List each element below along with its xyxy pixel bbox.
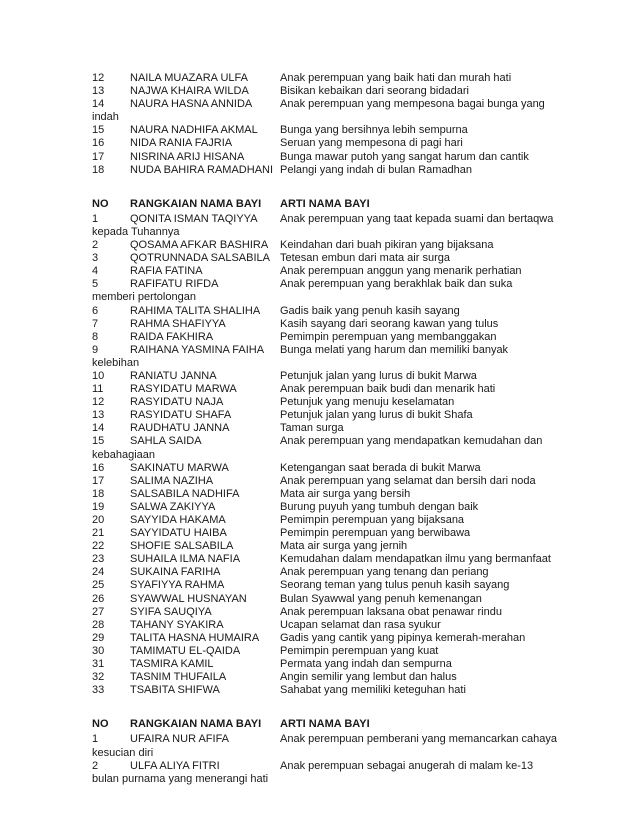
baby-name: RAHIMA TALITA SHALIHA (130, 304, 261, 317)
header-no: NO (92, 718, 109, 731)
header-meaning: ARTI NAMA BAYI (280, 718, 370, 731)
row-number: 8 (92, 330, 99, 343)
name-meaning: Anak perempuan yang berakhlak baik dan suka (280, 278, 513, 291)
table-row (92, 252, 552, 265)
row-number: 14 (92, 422, 105, 435)
table-row (92, 475, 552, 488)
name-meaning: Seorang teman yang tulus penuh kasih sayang (280, 579, 510, 592)
name-meaning: Ucapan selamat dan rasa syukur (280, 618, 441, 631)
baby-name: SALSABILA NADHIFA (130, 487, 240, 500)
baby-name: NAILA MUAZARA ULFA (130, 72, 248, 84)
table-row (92, 619, 552, 632)
baby-name: NISRINA ARIJ HISANA (130, 150, 245, 163)
row-number: 24 (92, 566, 105, 579)
row-number: 21 (92, 527, 105, 540)
name-meaning: Gadis yang cantik yang pipinya kemerah-merahan (280, 631, 526, 644)
baby-name: RASYIDATU SHAFA (130, 409, 232, 422)
name-meaning: Anak perempuan baik budi dan menarik hati (280, 383, 496, 396)
baby-name: SYAFIYYA RAHMA (130, 579, 225, 592)
row-number: 3 (92, 252, 99, 265)
name-meaning: Pemimpin perempuan yang bijaksana (280, 514, 465, 526)
name-meaning: Bunga yang bersihnya lebih sempurna (280, 124, 468, 137)
table-row (92, 151, 552, 164)
table-row (92, 318, 552, 331)
baby-name: SYAWWAL HUSNAYAN (130, 592, 247, 605)
table-row (92, 733, 557, 746)
table-row (92, 331, 552, 344)
name-meaning: Bunga melati yang harum dan memiliki banyak (280, 343, 509, 356)
row-number: 27 (92, 605, 105, 618)
row-number: 29 (92, 631, 105, 644)
name-meaning: Kemudahan dalam mendapatkan ilmu yang bermanfaat (280, 553, 551, 566)
name-meaning: Anak perempuan yang mendapatkan kemudahan dan (280, 435, 543, 448)
row-number: 13 (92, 85, 105, 98)
row-number: 31 (92, 658, 105, 671)
baby-name: QONITA ISMAN TAQIYYA (130, 212, 258, 225)
table-header-row (92, 718, 552, 731)
table-row (92, 85, 552, 98)
table-row (92, 632, 552, 645)
row-number: 4 (92, 265, 99, 278)
name-meaning: Tetesan embun dari mata air surga (280, 252, 450, 265)
name-meaning: Anak perempuan yang taat kepada suami dan bertaqwa (280, 212, 554, 225)
name-meaning: Mata air surga yang jernih (280, 540, 408, 553)
row-number: 1 (92, 212, 99, 225)
row-number: 28 (92, 618, 105, 631)
baby-name: RAIDA FAKHIRA (130, 330, 214, 343)
baby-name: SAYYIDATU HAIBA (130, 527, 227, 540)
table-row (92, 671, 552, 684)
row-number: 33 (92, 684, 105, 697)
table-row (92, 422, 552, 435)
row-number: 18 (92, 487, 105, 500)
row-number: 15 (92, 124, 105, 137)
name-meaning: Bulan Syawwal yang penuh kemenangan (280, 592, 482, 605)
baby-name: RAFIA FATINA (130, 265, 203, 278)
name-meaning: Taman surga (280, 422, 344, 435)
header-meaning: ARTI NAMA BAYI (280, 197, 370, 210)
name-meaning: Anak perempuan pemberani yang memancarkan cahaya (280, 733, 557, 746)
name-meaning: Keindahan dari buah pikiran yang bijaksana (280, 239, 494, 252)
baby-name: TAMIMATU EL-QAIDA (130, 644, 241, 657)
table-row (92, 344, 552, 357)
baby-name: QOTRUNNADA SALSABILA (130, 252, 270, 265)
name-meaning: Sahabat yang memiliki keteguhan hati (280, 684, 466, 697)
row-number: 2 (92, 239, 99, 252)
row-number: 5 (92, 278, 99, 291)
row-number: 30 (92, 644, 105, 657)
row-number: 22 (92, 540, 105, 553)
table-row (92, 72, 552, 85)
table-row (92, 593, 552, 606)
name-meaning: Anak perempuan yang tenang dan periang (280, 566, 489, 579)
row-number: 23 (92, 553, 105, 566)
table-row (92, 684, 552, 697)
meaning-continuation: kelebihan (92, 356, 140, 369)
header-name: RANGKAIAN NAMA BAYI (130, 718, 262, 731)
name-meaning: Bisikan kebaikan dari seorang bidadari (280, 85, 469, 98)
baby-name: TALITA HASNA HUMAIRA (130, 631, 260, 644)
baby-name: SUHAILA ILMA NAFIA (130, 553, 241, 566)
row-number: 11 (92, 383, 104, 396)
row-number: 12 (92, 72, 105, 84)
baby-name: SUKAINA FARIHA (130, 566, 221, 579)
meaning-continuation: memberi pertolongan (92, 291, 196, 304)
baby-name: TAHANY SYAKIRA (130, 618, 224, 631)
baby-name: SAHLA SAIDA (130, 435, 202, 448)
row-number: 16 (92, 461, 105, 474)
row-number: 12 (92, 396, 105, 409)
row-number: 6 (92, 304, 99, 317)
baby-name: SYIFA SAUQIYA (130, 605, 212, 618)
name-meaning: Seruan yang mempesona di pagi hari (280, 137, 463, 150)
baby-name: ULFA ALIYA FITRI (130, 759, 220, 772)
meaning-continuation: kepada Tuhannya (92, 225, 180, 238)
row-number: 2 (92, 759, 99, 772)
name-meaning: Mata air surga yang bersih (280, 487, 411, 500)
table-row (92, 409, 552, 422)
name-meaning: Pemimpin perempuan yang membanggakan (280, 330, 497, 343)
table-row (92, 462, 552, 475)
name-meaning: Burung puyuh yang tumbuh dengan baik (280, 500, 479, 513)
table-row (92, 124, 552, 137)
name-meaning: Bunga mawar putoh yang sangat harum dan cantik (280, 150, 529, 163)
table-row (92, 435, 552, 448)
table-row (92, 501, 552, 514)
name-meaning: Anak perempuan laksana obat penawar rindu (280, 605, 502, 618)
table-row (92, 606, 552, 619)
baby-name: RAUDHATU JANNA (130, 422, 230, 435)
baby-name: TASMIRA KAMIL (130, 658, 214, 671)
row-number: 19 (92, 500, 105, 513)
baby-name: RASYIDATU MARWA (130, 383, 237, 396)
name-meaning: Pemimpin perempuan yang kuat (280, 644, 439, 657)
baby-name: TASNIM THUFAILA (130, 671, 227, 684)
table-row (92, 396, 552, 409)
name-meaning: Kasih sayang dari seorang kawan yang tulus (280, 317, 499, 330)
baby-name: SAKINATU MARWA (130, 461, 229, 474)
row-number: 20 (92, 514, 105, 526)
baby-name: SALIMA NAZIHA (130, 474, 214, 487)
name-table-section (92, 198, 552, 698)
name-table-section (92, 718, 557, 785)
name-meaning: Pelangi yang indah di bulan Ramadhan (280, 163, 473, 176)
row-number: 32 (92, 671, 105, 684)
name-meaning: Petunjuk yang menuju keselamatan (280, 396, 455, 409)
table-row (92, 239, 552, 252)
name-meaning: Petunjuk jalan yang lurus di bukit Shafa (280, 409, 473, 422)
name-meaning: Anak perempuan anggun yang menarik perhatian (280, 265, 522, 278)
row-number: 25 (92, 579, 105, 592)
name-meaning: Anak perempuan yang mempesona bagai bunga yang (280, 98, 545, 111)
table-row (92, 658, 552, 671)
name-meaning: Angin semilir yang lembut dan halus (280, 671, 457, 684)
meaning-continuation: indah (92, 111, 119, 124)
baby-name: RAFIFATU RIFDA (130, 278, 219, 291)
row-number: 18 (92, 163, 105, 176)
table-row (92, 514, 552, 527)
name-table-section (92, 72, 552, 177)
header-name: RANGKAIAN NAMA BAYI (130, 197, 262, 210)
baby-name: RAHMA SHAFIYYA (130, 317, 226, 330)
name-meaning: Gadis baik yang penuh kasih sayang (280, 304, 460, 317)
table-row (92, 760, 552, 773)
baby-name: RASYIDATU NAJA (130, 396, 224, 409)
table-row (92, 553, 552, 566)
row-number: 26 (92, 592, 105, 605)
row-number: 15 (92, 435, 105, 448)
meaning-continuation: kesucian diri (92, 746, 154, 759)
table-row (92, 645, 552, 658)
table-header-row (92, 198, 552, 211)
baby-name: NIDA RANIA FAJRIA (130, 137, 233, 150)
row-number: 16 (92, 137, 105, 150)
name-meaning: Ketengangan saat berada di bukit Marwa (280, 461, 481, 474)
row-number: 10 (92, 369, 105, 382)
table-row (92, 566, 552, 579)
table-row (92, 137, 552, 150)
name-meaning: Anak perempuan yang baik hati dan murah hati (280, 72, 512, 84)
row-number: 1 (92, 733, 99, 746)
table-row (92, 488, 552, 501)
baby-name: TSABITA SHIFWA (130, 684, 220, 697)
table-row (92, 305, 552, 318)
row-number: 13 (92, 409, 105, 422)
row-number: 17 (92, 474, 105, 487)
row-number: 14 (92, 98, 105, 111)
table-row (92, 540, 552, 553)
table-row (92, 98, 552, 111)
baby-name: SALWA ZAKIYYA (130, 500, 216, 513)
meaning-continuation: kebahagiaan (92, 448, 156, 461)
table-row (92, 164, 552, 177)
baby-name: NAJWA KHAIRA WILDA (130, 85, 249, 98)
meaning-continuation: bulan purnama yang menerangi hati (92, 772, 269, 785)
baby-name: SAYYIDA HAKAMA (130, 514, 226, 526)
row-number: 17 (92, 150, 105, 163)
header-no: NO (92, 197, 109, 210)
table-row (92, 278, 552, 291)
name-meaning: Anak perempuan sebagai anugerah di malam ke-13 (280, 759, 534, 772)
name-meaning: Anak perempuan yang selamat dan bersih dari noda (280, 474, 536, 487)
name-meaning: Pemimpin perempuan yang berwibawa (280, 527, 471, 540)
table-row (92, 265, 552, 278)
table-row (92, 213, 552, 226)
baby-name: NAURA NADHIFA AKMAL (130, 124, 258, 137)
table-row (92, 383, 552, 396)
name-meaning: Permata yang indah dan sempurna (280, 658, 452, 671)
row-number: 7 (92, 317, 99, 330)
baby-name: UFAIRA NUR AFIFA (130, 733, 230, 746)
baby-name: RANIATU JANNA (130, 369, 217, 382)
document-page (92, 72, 557, 804)
baby-name: SHOFIE SALSABILA (130, 540, 234, 553)
baby-name: QOSAMA AFKAR BASHIRA (130, 239, 269, 252)
baby-name: NAURA HASNA ANNIDA (130, 98, 253, 111)
table-row (92, 527, 552, 540)
table-row (92, 370, 552, 383)
name-meaning: Petunjuk jalan yang lurus di bukit Marwa (280, 369, 477, 382)
table-row (92, 579, 552, 592)
baby-name: NUDA BAHIRA RAMADHANI (130, 163, 274, 176)
baby-name: RAIHANA YASMINA FAIHA (130, 343, 265, 356)
row-number: 9 (92, 343, 99, 356)
